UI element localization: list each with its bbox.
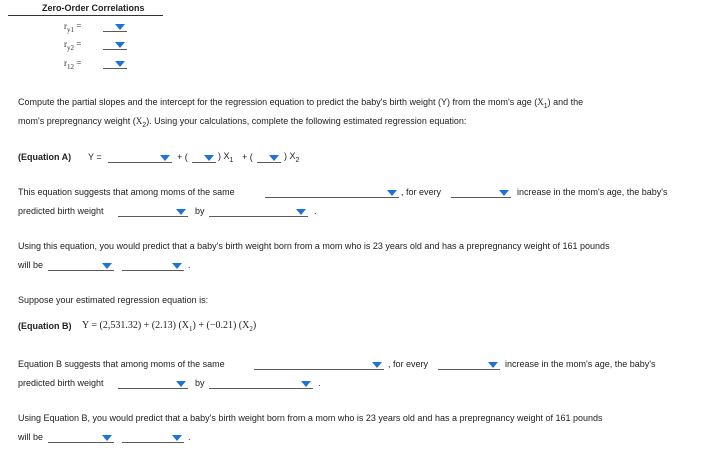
chevron-down-icon (296, 209, 306, 215)
corr-label-r12: $r_{12}$ = (64, 58, 82, 71)
slope-x1-dropdown[interactable] (192, 152, 216, 163)
chevron-down-icon (102, 435, 112, 441)
predict-b-text-1: Using Equation B, you would predict that a baby's birth weight born from a mom who is 23 years old and has a prepregnancy weight of 161 pounds (18, 413, 603, 423)
corr-label-ry2: $r_{y2}$ = (64, 39, 82, 52)
chevron-down-icon (115, 61, 125, 67)
chevron-down-icon (372, 362, 382, 368)
equation-b-label: (Equation B) (18, 321, 72, 331)
interp-a-text-1: This equation suggests that among moms of the same (18, 187, 235, 197)
chevron-down-icon (301, 381, 311, 387)
interp-a-amount-dropdown[interactable] (209, 206, 308, 217)
ry1-dropdown[interactable] (103, 21, 127, 32)
chevron-down-icon (102, 263, 112, 269)
equation-a-y: Y = (88, 152, 102, 162)
predict-a-unit-dropdown[interactable] (122, 260, 184, 271)
predict-b-unit-dropdown[interactable] (122, 432, 184, 443)
chevron-down-icon (204, 155, 214, 161)
equation-a-x2: ) $X_2$ (284, 151, 300, 164)
interp-b-text-1: Equation B suggests that among moms of the same (18, 359, 225, 369)
equation-a-label: (Equation A) (18, 152, 72, 162)
interp-b-period: . (318, 378, 321, 388)
interp-b-direction-dropdown[interactable] (118, 378, 188, 389)
interp-a-period: . (314, 206, 317, 216)
predict-b-value-dropdown[interactable] (48, 432, 114, 443)
equation-a-plus-1: + ( (177, 152, 188, 162)
ry2-dropdown[interactable] (103, 39, 127, 50)
equation-a-plus-2: + ( (242, 152, 253, 162)
interp-b-increment-dropdown[interactable] (438, 359, 500, 370)
intercept-dropdown[interactable] (108, 152, 172, 163)
chevron-down-icon (488, 362, 498, 368)
r12-dropdown[interactable] (103, 58, 127, 69)
predict-a-period: . (188, 260, 191, 270)
title-rule (8, 15, 163, 16)
chevron-down-icon (499, 190, 509, 196)
instructions-line-2: mom's prepregnancy weight $(X_2)$. Using your calculations, complete the following estimated regression equation: (18, 116, 467, 129)
interp-a-direction-dropdown[interactable] (118, 206, 188, 217)
corr-label-ry1: $r_{y1}$ = (64, 21, 82, 34)
interp-b-text-5: by (195, 378, 205, 388)
chevron-down-icon (176, 209, 186, 215)
interp-b-amount-dropdown[interactable] (209, 378, 313, 389)
instructions-line-1: Compute the partial slopes and the intercept for the regression equation to predict the baby's birth weight (Y) from the mom's age $(X_1)$ and the (18, 97, 584, 110)
chevron-down-icon (160, 155, 170, 161)
predict-a-text-2: will be (18, 260, 44, 270)
zero-order-title: Zero-Order Correlations (42, 3, 145, 13)
equation-a-x1: ) $X_1$ (218, 151, 234, 164)
interp-a-text-2: , for every (401, 187, 442, 197)
interp-a-held-constant-dropdown[interactable] (265, 187, 399, 198)
equation-b-formula: Y = (2,531.32) + (2.13) $(X_1) + (-0.21)$ $(X_2)$ (82, 320, 257, 333)
predict-a-value-dropdown[interactable] (48, 260, 114, 271)
suppose-text: Suppose your estimated regression equation is: (18, 295, 209, 305)
chevron-down-icon (176, 381, 186, 387)
predict-a-text-1: Using this equation, you would predict that a baby's birth weight born from a mom who is 23 years old and has a prepregnancy weight of 161 pounds (18, 241, 610, 251)
chevron-down-icon (172, 263, 182, 269)
interp-a-increment-dropdown[interactable] (451, 187, 511, 198)
predict-b-period: . (188, 432, 191, 442)
interp-b-text-3: increase in the mom's age, the baby's (505, 359, 656, 369)
interp-a-text-5: by (195, 206, 205, 216)
interp-a-text-3: increase in the mom's age, the baby's (517, 187, 668, 197)
slope-x2-dropdown[interactable] (257, 152, 281, 163)
interp-b-text-4: predicted birth weight (18, 378, 104, 388)
interp-b-text-2: , for every (388, 359, 429, 369)
chevron-down-icon (172, 435, 182, 441)
interp-b-held-constant-dropdown[interactable] (254, 359, 384, 370)
chevron-down-icon (387, 190, 397, 196)
interp-a-text-4: predicted birth weight (18, 206, 104, 216)
chevron-down-icon (115, 24, 125, 30)
chevron-down-icon (269, 155, 279, 161)
predict-b-text-2: will be (18, 432, 44, 442)
chevron-down-icon (115, 42, 125, 48)
